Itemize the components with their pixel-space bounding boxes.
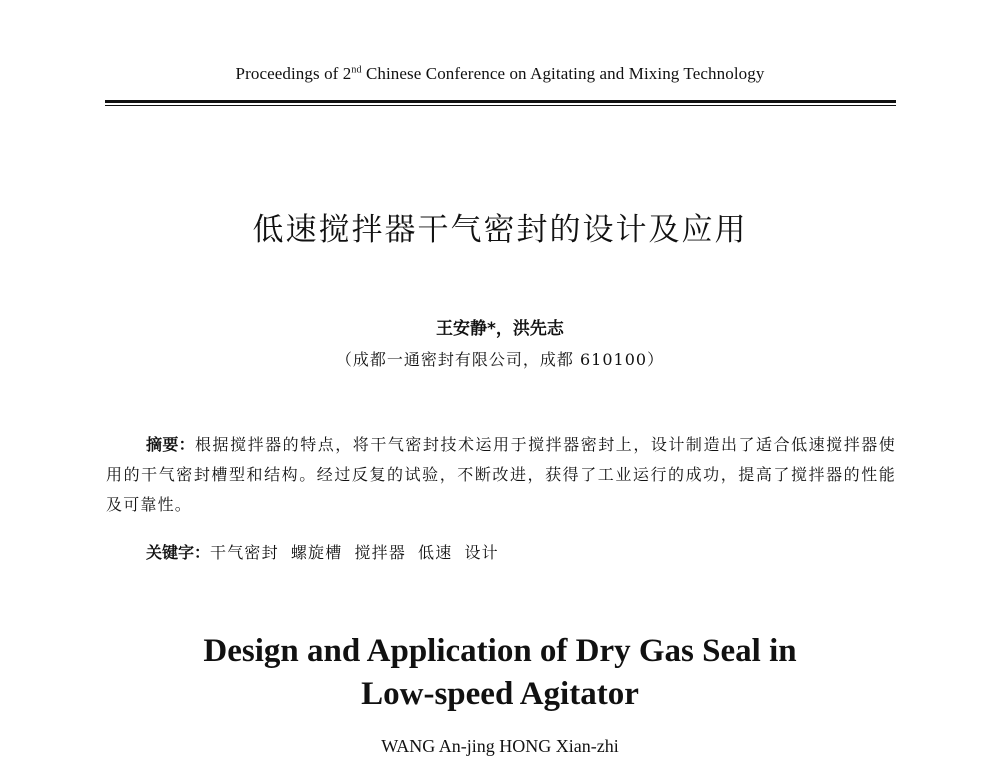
keyword: 搅拌器: [354, 543, 407, 562]
keyword: 低速: [418, 543, 453, 562]
chinese-abstract: [106, 430, 896, 520]
ordinal-suffix: nd: [351, 64, 362, 76]
keyword: 螺旋槽: [290, 543, 343, 562]
chinese-affiliation: （成都一通密封有限公司，成都 610100）: [335, 350, 665, 369]
chinese-title: 低速搅拌器干气密封的设计及应用: [252, 212, 748, 248]
running-header-prefix: Proceedings of 2: [235, 64, 352, 83]
running-header: [105, 64, 895, 84]
keyword: 设计: [464, 543, 499, 562]
chinese-authors: 王安静*，洪先志: [436, 319, 564, 339]
header-rule-thick: [105, 100, 896, 103]
abstract-label: 摘要：: [146, 435, 195, 454]
header-rule-thin: [105, 105, 896, 106]
english-title-line: Low-speed Agitator: [361, 676, 639, 712]
keywords-label: 关键字：: [146, 543, 211, 562]
chinese-keywords: [146, 540, 511, 563]
english-title: [0, 630, 1000, 716]
abstract-text: 根据搅拌器的特点，将干气密封技术运用于搅拌器密封上，设计制造出了适合低速搅拌器使用的干气密封槽型和结构。经过反复的试验，不断改进，获得了工业运行的成功，提高了搅拌器的性能及可靠性。: [106, 435, 896, 514]
keyword: 干气密封: [210, 543, 279, 562]
running-header-suffix: Chinese Conference on Agitating and Mixing Technology: [361, 64, 765, 83]
english-authors: WANG An-jing HONG Xian-zhi: [381, 736, 619, 756]
english-title-line: Design and Application of Dry Gas Seal in: [203, 633, 797, 669]
